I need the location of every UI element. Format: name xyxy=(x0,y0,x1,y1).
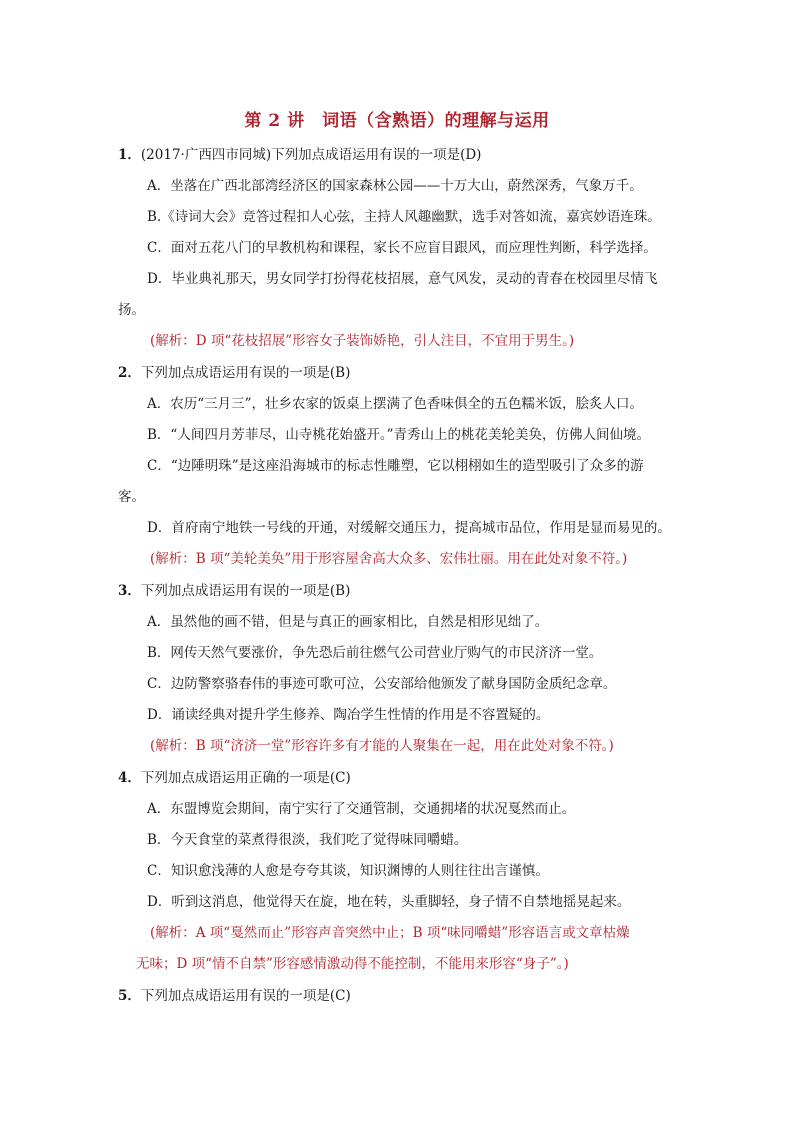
question-4-option-d: D．听到这消息，他觉得天在旋，地在转，头重脚轻，身子情不自禁地摇晃起来。 xyxy=(147,894,631,910)
question-1-option-d-continued: 扬。 xyxy=(118,302,145,318)
question-2-stem: 2．下列加点成语运用有误的一项是(B) xyxy=(118,365,351,381)
question-5-stem: 5．下列加点成语运用有误的一项是(C) xyxy=(118,988,351,1004)
question-number: 5． xyxy=(118,988,141,1004)
question-4-analysis: (解析：A 项“戛然而止”形容声音突然中止；B 项“味同嚼蜡”形容语言或文章枯燥 xyxy=(150,925,630,941)
question-2-option-c: C．“边陲明珠”是这座沿海城市的标志性雕塑，它以栩栩如生的造型吸引了众多的游 xyxy=(147,458,644,474)
question-number: 4． xyxy=(118,770,141,786)
question-2-option-d: D．首府南宁地铁一号线的开通，对缓解交通压力，提高城市品位，作用是显而易见的。 xyxy=(147,520,671,536)
question-4-option-b: B．今天食堂的菜煮得很淡，我们吃了觉得味同嚼蜡。 xyxy=(147,832,468,848)
question-2-option-a: A．农历“三月三”，壮乡农家的饭桌上摆满了色香味俱全的五色糯米饭，脍炙人口。 xyxy=(147,396,644,412)
question-number: 2． xyxy=(118,365,141,381)
question-3-analysis: (解析：B 项“济济一堂”形容许多有才能的人聚集在一起，用在此处对象不符。) xyxy=(150,738,614,754)
question-3-option-c: C．边防警察骆春伟的事迹可歌可泣，公安部给他颁发了献身国防金质纪念章。 xyxy=(147,676,617,692)
question-1-option-b: B.《诗词大会》竞答过程扣人心弦，主持人风趣幽默，选手对答如流，嘉宾妙语连珠。 xyxy=(147,209,661,225)
question-4-stem: 4．下列加点成语运用正确的一项是(C) xyxy=(118,770,351,786)
question-1-stem: 1．(2017·广西四市同城)下列加点成语运用有误的一项是(D) xyxy=(118,147,482,163)
question-1-analysis: (解析：D 项“花枝招展”形容女子装饰娇艳，引人注目，不宜用于男生。) xyxy=(150,333,575,349)
question-number: 3． xyxy=(118,583,141,599)
question-1-option-c: C．面对五花八门的早教机构和课程，家长不应盲目跟风，而应理性判断，科学选择。 xyxy=(147,240,657,256)
question-3-option-b: B．网传天然气要涨价，争先恐后前往燃气公司营业厅购气的市民济济一堂。 xyxy=(147,645,603,661)
question-3-option-d: D．诵读经典对提升学生修养、陶冶学生性情的作用是不容置疑的。 xyxy=(147,707,550,723)
question-1-option-a: A．坐落在广西北部湾经济区的国家森林公园——十万大山，蔚然深秀，气象万千。 xyxy=(147,178,643,194)
question-4-option-a: A．东盟博览会期间，南宁实行了交通管制，交通拥堵的状况戛然而止。 xyxy=(147,801,576,817)
question-3-stem: 3．下列加点成语运用有误的一项是(B) xyxy=(118,583,351,599)
question-2-option-b: B．“人间四月芳菲尽，山寺桃花始盛开。”青秀山上的桃花美轮美奂，仿佛人间仙境。 xyxy=(147,427,650,443)
question-1-option-d: D．毕业典礼那天，男女同学打扮得花枝招展，意气风发，灵动的青春在校园里尽情飞 xyxy=(147,271,658,287)
question-3-option-a: A．虽然他的画不错，但是与真正的画家相比，自然是相形见绌了。 xyxy=(147,614,549,630)
page-title: 第 2 讲 词语（含熟语）的理解与运用 xyxy=(244,111,550,131)
question-2-analysis: (解析：B 项“美轮美奂”用于形容屋舍高大众多、宏伟壮丽。用在此处对象不符。) xyxy=(150,551,628,567)
question-number: 1． xyxy=(118,147,141,163)
question-4-analysis-continued: 无味；D 项“情不自禁”形容感情激动得不能控制，不能用来形容“身子”。) xyxy=(136,956,569,972)
question-4-option-c: C．知识愈浅薄的人愈是夸夸其谈，知识渊博的人则往往出言谨慎。 xyxy=(147,863,549,879)
question-2-option-c-continued: 客。 xyxy=(118,489,145,505)
